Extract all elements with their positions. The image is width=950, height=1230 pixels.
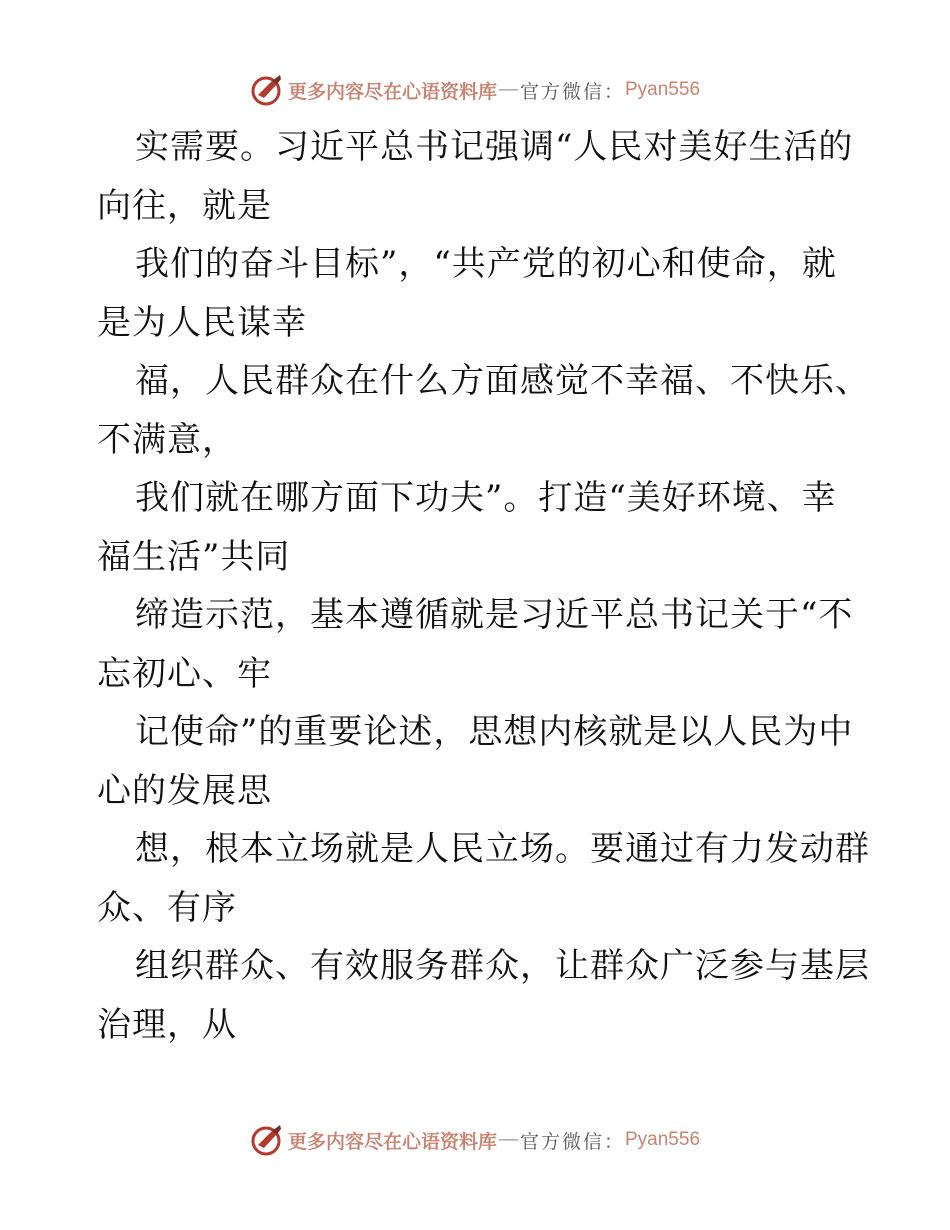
body-line: 组织群众、有效服务群众，让群众广泛参与基层 — [135, 946, 870, 986]
header-watermark-banner — [0, 70, 950, 110]
document-body — [97, 118, 870, 1054]
pen-logo-icon — [250, 73, 284, 107]
body-line: 实需要。习近平总书记强调“人民对美好生活的 — [135, 127, 854, 167]
footer-brand-text: 更多内容尽在心语资料库 — [287, 1130, 497, 1153]
body-line: 缔造示范，基本遵循就是习近平总书记关于“不 — [135, 595, 854, 635]
body-line: 忘初心、牢 — [97, 653, 272, 694]
body-line: 我们就在哪方面下功夫”。打造“美好环境、幸 — [135, 478, 837, 518]
pen-logo-icon — [250, 1123, 284, 1157]
header-brand-text: 更多内容尽在心语资料库 — [287, 80, 497, 103]
body-line: 记使命”的重要论述，思想内核就是以人民为中 — [135, 712, 854, 752]
body-line: 想，根本立场就是人民立场。要通过有力发动群 — [135, 829, 870, 869]
header-official-label: 官方微信： — [519, 80, 625, 103]
body-line: 福，人民群众在什么方面感觉不幸福、不快乐、 — [135, 361, 870, 401]
footer-official-label: 官方微信： — [519, 1130, 625, 1153]
body-line: 治理，从 — [97, 1004, 237, 1045]
body-line: 福生活”共同 — [97, 536, 291, 577]
body-line: 我们的奋斗目标”，“共产党的初心和使命，就 — [135, 244, 837, 284]
body-line: 是为人民谋幸 — [97, 302, 307, 343]
body-line: 心的发展思 — [97, 770, 272, 811]
footer-wechat-id: Pyan556 — [625, 1129, 701, 1150]
body-line: 众、有序 — [97, 887, 237, 928]
header-wechat-id: Pyan556 — [625, 79, 701, 100]
footer-watermark-banner — [0, 1120, 950, 1160]
header-separator: — — [498, 79, 518, 100]
footer-separator: — — [498, 1129, 518, 1150]
body-line: 不满意， — [97, 419, 237, 460]
body-line: 向往，就是 — [97, 185, 272, 226]
